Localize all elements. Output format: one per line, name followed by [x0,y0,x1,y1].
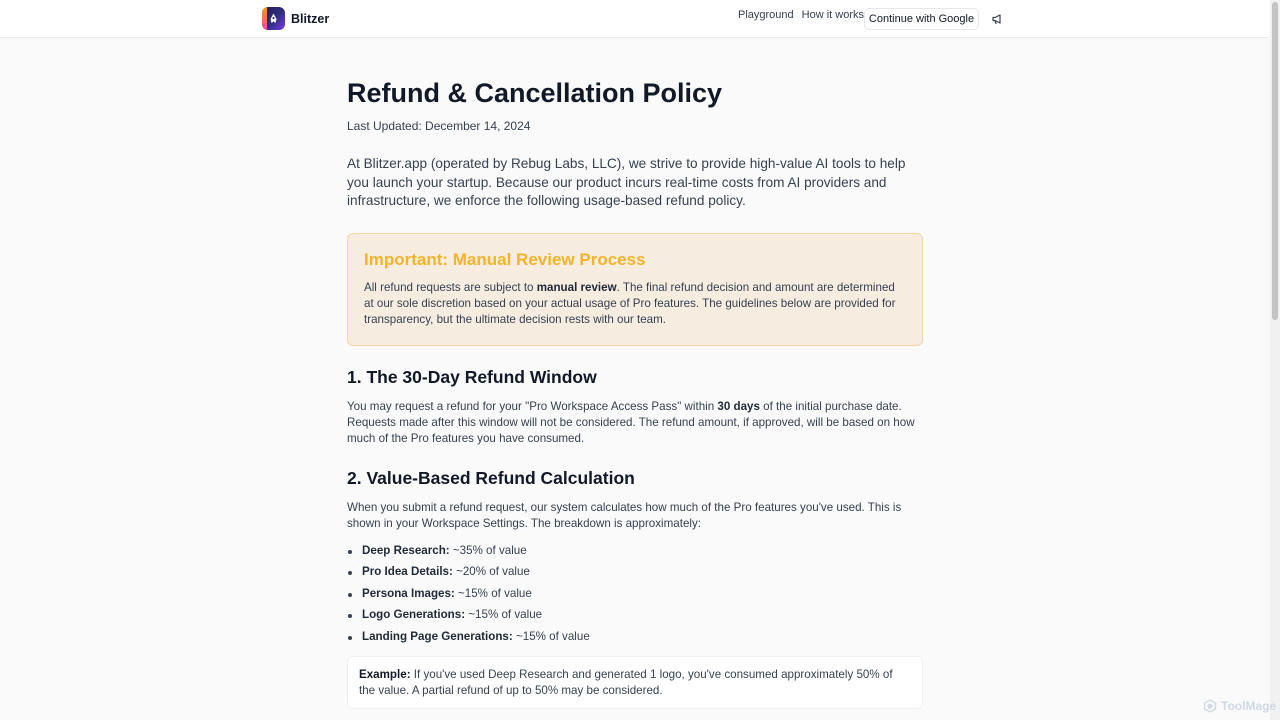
list-item-value: ~20% of value [452,565,530,579]
toolmage-watermark [1203,699,1276,713]
manual-review-callout [347,233,923,346]
nav-links [738,9,864,21]
list-item-value: ~15% of value [512,629,590,643]
section-2-heading: 2. Value-Based Refund Calculation [347,468,635,488]
nav-how-it-works[interactable]: How it works [801,9,864,21]
megaphone-icon[interactable] [991,12,1005,26]
list-item [347,607,923,628]
list-item [347,564,923,585]
list-item [347,586,923,607]
example-label: Example: [359,668,411,681]
page-scrollbar[interactable] [1270,0,1280,720]
section-1-text-pre: You may request a refund for your "Pro Workspace Access Pass" within [347,400,718,413]
scrollbar-thumb[interactable] [1272,2,1278,320]
continue-with-google-button[interactable]: Continue with Google [864,8,979,30]
list-item-label: Deep Research: [362,544,450,557]
callout-title: Important: Manual Review Process [364,250,646,269]
last-updated: Last Updated: December 14, 2024 [347,119,531,133]
section-1-text [347,399,923,447]
section-2-text: When you submit a refund request, our system calculates how much of the Pro features you've used. This is shown in your Workspace Settings. The breakdown is approximately: [347,501,902,530]
example-box [347,656,923,709]
callout-body [364,280,906,328]
value-breakdown-list [347,543,923,650]
callout-text-pre: All refund requests are subject to [364,281,537,294]
watermark-text: ToolMage [1221,699,1277,713]
list-item-label: Persona Images: [362,586,455,600]
list-item-value: ~15% of value [454,586,532,600]
top-navbar [0,0,1270,38]
rocket-logo-icon [262,7,285,30]
section-1-text-post: of the initial purchase date. Requests made after this window will not be considered. The refund amount, if approved, will be based on how much of the Pro features you have consumed. [347,400,915,445]
list-item-value: ~15% of value [465,608,543,622]
list-item-label: Logo Generations: [362,608,466,622]
brand[interactable] [262,7,329,30]
toolmage-logo-icon [1203,699,1217,713]
intro-paragraph: At Blitzer.app (operated by Rebug Labs, LLC), we strive to provide high-value AI tools to help you launch your startup. Because our product incurs real-time costs from AI providers and infrastructure, we enforce the following usage-based refund policy. [347,156,906,208]
page-title: Refund & Cancellation Policy [347,78,723,108]
list-item-label: Landing Page Generations: [362,629,513,643]
brand-name: Blitzer [291,11,330,26]
section-1-text-bold: 30 days [717,400,760,413]
callout-text-bold: manual review [536,281,617,294]
example-text: If you've used Deep Research and generated 1 logo, you've consumed approximately 50% of the value. A partial refund of up to 50% may be considered. [359,668,893,697]
list-item-value: ~35% of value [449,544,527,557]
list-item-label: Pro Idea Details: [362,565,453,579]
callout-text-post: . The final refund decision and amount are determined at our sole discretion based on your actual usage of Pro features. The guidelines below are provided for transparency, but the ultimate decision rests with our team. [364,281,896,326]
section-1-heading: 1. The 30-Day Refund Window [347,367,597,387]
list-item [347,543,923,564]
list-item [347,629,923,650]
nav-playground[interactable]: Playground [738,9,794,21]
